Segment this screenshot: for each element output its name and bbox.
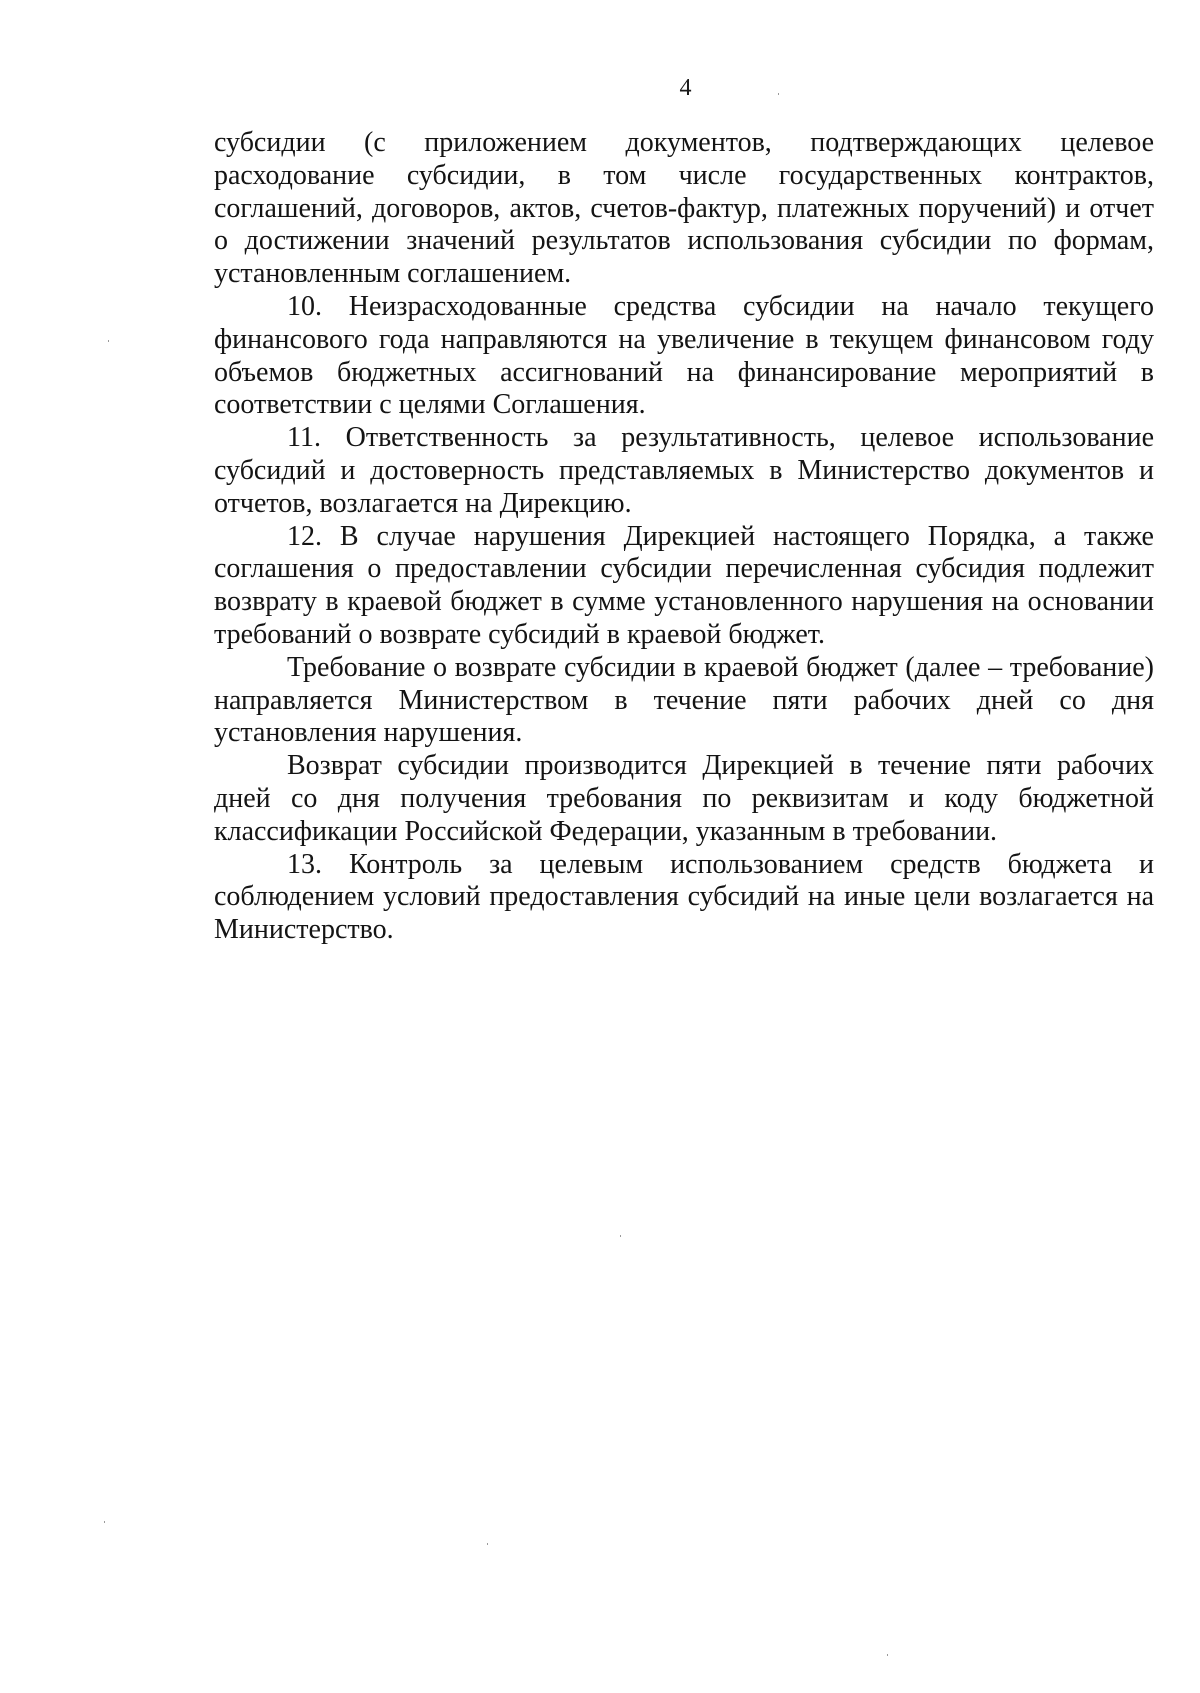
scan-speck	[778, 93, 779, 95]
scan-speck	[104, 1521, 105, 1523]
paragraph-item-11: 11. Ответственность за результативность, целевое использование субсидий и достоверность представляемых в Министерство документов и отчетов, возлагается на Дирекцию.	[214, 422, 1154, 519]
paragraph-item-12: 12. В случае нарушения Дирекцией настоящего Порядка, а также соглашения о предоставлении субсидии перечисленная субсидия подлежит возврату в краевой бюджет в сумме установленного нарушения на основании требований о возврате субсидий в краевой бюджет.	[214, 520, 1154, 650]
scan-speck	[487, 1543, 488, 1545]
paragraph-item-10: 10. Неизрасходованные средства субсидии на начало текущего финансового года направляются на увеличение в текущем финансовом году объемов бюджетных ассигнований на финансирование мероприятий в соответствии с целями Соглашения.	[214, 290, 1154, 421]
paragraph-item-13: 13. Контроль за целевым использованием средств бюджета и соблюдением условий предоставления субсидий на иные цели возлагается на Министерство.	[214, 848, 1154, 946]
page-number: 4	[679, 75, 692, 101]
scan-speck	[620, 1235, 621, 1237]
document-body	[214, 127, 1154, 947]
paragraph-continuation: субсидии (с приложением документов, подтверждающих целевое расходование субсидии, в том числе государственных контрактов, соглашений, договоров, актов, счетов-фактур, платежных поручений) и отчет о достижении значений результатов использования субсидии по формам, установленным соглашением.	[214, 127, 1154, 290]
scan-speck	[108, 340, 109, 342]
scan-speck	[887, 1654, 888, 1656]
paragraph-refund-procedure: Возврат субсидии производится Дирекцией в течение пяти рабочих дней со дня получения требования по реквизитам и коду бюджетной классификации Российской Федерации, указанным в требовании.	[214, 750, 1154, 847]
paragraph-refund-demand: Требование о возврате субсидии в краевой бюджет (далее – требование) направляется Министерством в течение пяти рабочих дней со дня установления нарушения.	[214, 651, 1154, 749]
